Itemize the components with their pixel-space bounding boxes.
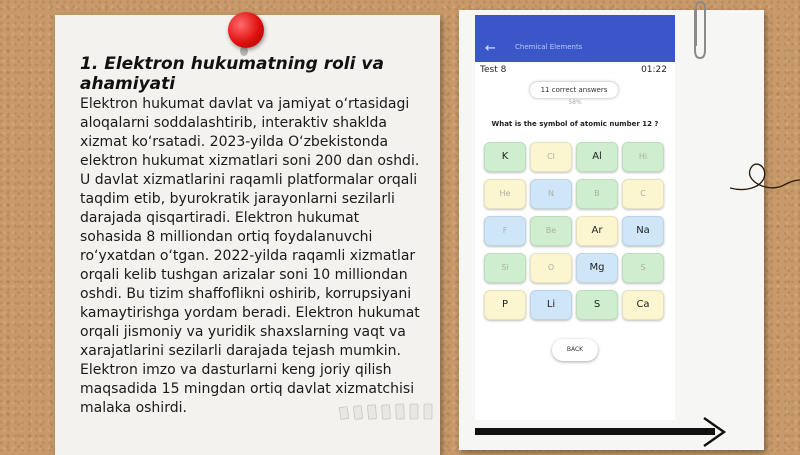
answer-option[interactable]: Al	[576, 142, 618, 172]
app-header	[475, 15, 675, 62]
document-title: 1. Elektron hukumatning roli va ahamiyati	[80, 54, 384, 94]
back-arrow-icon[interactable]: ←	[485, 41, 496, 56]
answer-option[interactable]: He	[484, 179, 526, 209]
document-body: Elektron hukumat davlat va jamiyat o‘rtasidagi aloqalarni soddalashtirib, interaktiv shaklda xizmat ko‘rsatadi. 2023-yilda O‘zbekistonda elektron hukumat xizmatlari soni 200 dan oshdi. U davlat xizmatlarini raqamli platformalar orqali taqdim etib, byurokratik jarayonlarni sezilarli darajada qisqartiradi. Elektron hukumat sohasida 8 milliondan ortiq foydalanuvchi ro‘yxatdan o‘tgan. 2022-yilda raqamli xizmatlar orqali kelib tushgan arizalar soni 10 milliondan oshdi. Bu tizim shaffoflikni oshirib, korrupsiyani kamaytirishga yordam beradi. Elektron hukumat orqali jismoniy va yuridik shaxslarning vaqt va xarajatlarini sezilarli darajada tejash mumkin. Elektron imzo va dasturlarni keng joriy qilish maqsadida 15 mingdan ortiq davlat xizmatchisi malaka oshirdi.	[80, 96, 420, 416]
answer-option[interactable]: S	[622, 253, 664, 283]
answer-option[interactable]: Hi	[622, 142, 664, 172]
answer-option[interactable]: N	[530, 179, 572, 209]
answer-option[interactable]: Ca	[622, 290, 664, 320]
answer-option[interactable]: Cl	[530, 142, 572, 172]
answer-option[interactable]: Na	[622, 216, 664, 246]
answer-option[interactable]: Li	[530, 290, 572, 320]
answer-option[interactable]: O	[530, 253, 572, 283]
timer: 01:22	[641, 65, 667, 75]
answer-option[interactable]: Be	[530, 216, 572, 246]
answer-option[interactable]: P	[484, 290, 526, 320]
header-title: Chemical Elements	[515, 43, 583, 51]
answer-option[interactable]: F	[484, 216, 526, 246]
loop-doodle-icon	[730, 150, 800, 210]
answer-option[interactable]: S	[576, 290, 618, 320]
answer-option[interactable]: Ar	[576, 216, 618, 246]
test-label: Test 8	[480, 65, 507, 75]
quiz-screenshot	[475, 15, 675, 420]
document-clip	[55, 15, 440, 450]
answer-option[interactable]: C	[622, 179, 664, 209]
back-button[interactable]: BACK	[552, 339, 598, 361]
question-text: What is the symbol of atomic number 12 ?	[491, 120, 659, 128]
answer-option[interactable]: K	[484, 142, 526, 172]
score-percent: 58%	[568, 99, 582, 106]
phone-bottom-bar	[475, 428, 715, 435]
arrow-head-icon	[700, 414, 730, 450]
paper-clip-icon	[688, 0, 712, 62]
answer-option[interactable]: B	[576, 179, 618, 209]
answer-option[interactable]: Si	[484, 253, 526, 283]
torn-edge-strip	[330, 402, 440, 422]
correct-answers-badge: 11 correct answers	[530, 82, 618, 98]
answer-option[interactable]: Mg	[576, 253, 618, 283]
